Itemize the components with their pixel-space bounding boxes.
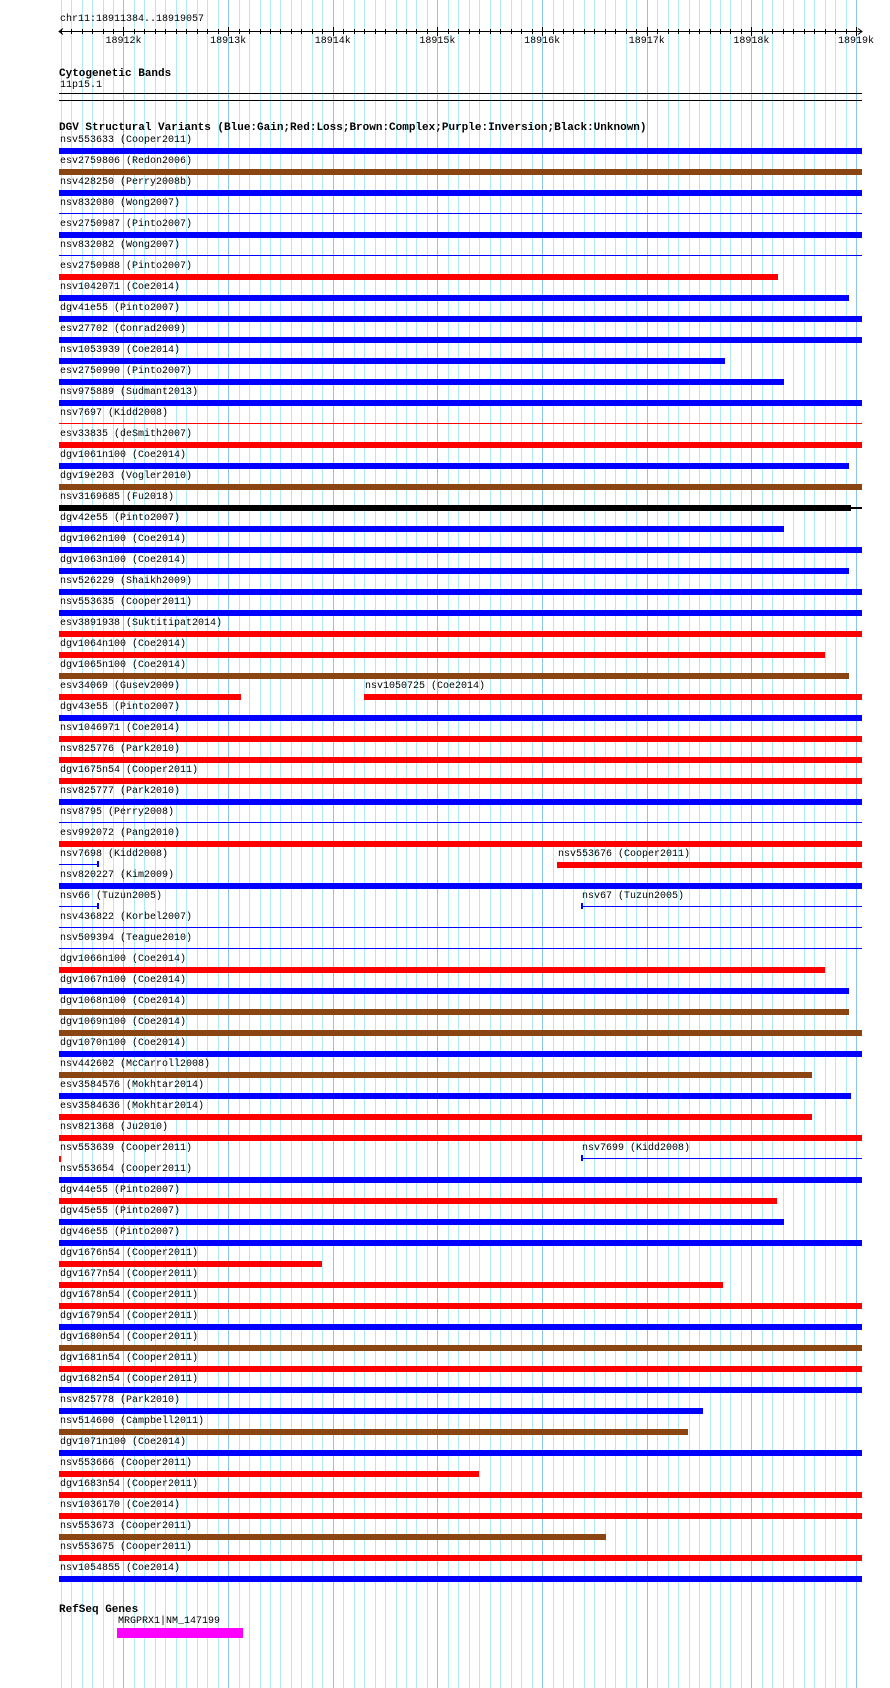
variant-bar[interactable] bbox=[59, 213, 862, 214]
gene-bar[interactable] bbox=[117, 1628, 243, 1638]
variant-label[interactable]: esv2750990 (Pinto2007) bbox=[60, 366, 193, 377]
variant-label[interactable]: nsv1054855 (Coe2014) bbox=[60, 1563, 181, 1574]
variant-bar[interactable] bbox=[59, 1261, 322, 1267]
cytobands-track-title: Cytogenetic Bands bbox=[59, 68, 172, 80]
variant-bar[interactable] bbox=[59, 1366, 862, 1372]
variant-label[interactable]: nsv553633 (Cooper2011) bbox=[60, 135, 193, 146]
variant-label[interactable]: dgv1070n100 (Coe2014) bbox=[60, 1038, 187, 1049]
variant-bar[interactable] bbox=[59, 463, 849, 469]
variant-label[interactable]: dgv42e55 (Pinto2007) bbox=[60, 513, 181, 524]
variant-label[interactable]: esv3584636 (Mokhtar2014) bbox=[60, 1101, 205, 1112]
variant-label[interactable]: nsv7697 (Kidd2008) bbox=[60, 408, 169, 419]
ruler-tick-label: 18919k bbox=[838, 36, 875, 47]
variant-bar-thin-tail[interactable] bbox=[851, 507, 862, 509]
variant-label[interactable]: nsv821368 (Ju2010) bbox=[60, 1122, 169, 1133]
variant-bar[interactable] bbox=[364, 694, 862, 700]
variant-label[interactable]: esv2750987 (Pinto2007) bbox=[60, 219, 193, 230]
variant-label[interactable]: nsv825777 (Park2010) bbox=[60, 786, 181, 797]
variant-bar[interactable] bbox=[581, 906, 862, 907]
variant-bar[interactable] bbox=[59, 148, 862, 154]
variant-bar[interactable] bbox=[59, 1114, 812, 1120]
variant-label[interactable]: nsv832080 (Wong2007) bbox=[60, 198, 181, 209]
variant-label[interactable]: dgv1679n54 (Cooper2011) bbox=[60, 1311, 199, 1322]
variant-label[interactable]: nsv436822 (Korbel2007) bbox=[60, 912, 193, 923]
variant-label[interactable]: nsv1036170 (Coe2014) bbox=[60, 1500, 181, 1511]
variant-label[interactable]: nsv1050725 (Coe2014) bbox=[365, 681, 486, 692]
variant-label[interactable]: nsv8795 (Perry2008) bbox=[60, 807, 175, 818]
variant-bar[interactable] bbox=[59, 1387, 862, 1393]
variant-label[interactable]: dgv45e55 (Pinto2007) bbox=[60, 1206, 181, 1217]
variant-bar[interactable] bbox=[59, 379, 784, 385]
ruler-tick-label: 18917k bbox=[628, 36, 665, 47]
variant-label[interactable]: esv3584576 (Mokhtar2014) bbox=[60, 1080, 205, 1091]
variant-label[interactable]: nsv825776 (Park2010) bbox=[60, 744, 181, 755]
variant-label[interactable]: dgv1681n54 (Cooper2011) bbox=[60, 1353, 199, 1364]
variant-bar[interactable] bbox=[59, 778, 862, 784]
variant-bar[interactable] bbox=[59, 505, 851, 511]
variant-bar[interactable] bbox=[59, 1177, 862, 1183]
variant-label[interactable]: esv992072 (Pang2010) bbox=[60, 828, 181, 839]
variant-bar[interactable] bbox=[59, 255, 862, 256]
variant-bar[interactable] bbox=[59, 1555, 862, 1561]
variant-label[interactable]: nsv428250 (Perry2008b) bbox=[60, 177, 193, 188]
variant-bar[interactable] bbox=[59, 1303, 862, 1309]
variant-label[interactable]: nsv509394 (Teague2010) bbox=[60, 933, 193, 944]
variant-label[interactable]: dgv1069n100 (Coe2014) bbox=[60, 1017, 187, 1028]
cytoband-divider bbox=[59, 93, 862, 94]
variant-bar[interactable] bbox=[59, 316, 862, 322]
variant-bar[interactable] bbox=[59, 1408, 703, 1414]
variant-bar[interactable] bbox=[59, 1534, 606, 1540]
variant-bar[interactable] bbox=[59, 1324, 862, 1330]
variant-bar[interactable] bbox=[557, 862, 862, 868]
variant-bar[interactable] bbox=[59, 757, 862, 763]
variant-bar[interactable] bbox=[59, 1051, 862, 1057]
variant-label[interactable]: dgv46e55 (Pinto2007) bbox=[60, 1227, 181, 1238]
variant-label[interactable]: nsv7699 (Kidd2008) bbox=[582, 1143, 691, 1154]
variant-bar[interactable] bbox=[59, 610, 862, 616]
coordinate-ruler[interactable] bbox=[0, 24, 890, 48]
variant-bar[interactable] bbox=[59, 906, 99, 907]
variant-bar[interactable] bbox=[59, 190, 862, 196]
variant-bar[interactable] bbox=[59, 1072, 812, 1078]
variant-label[interactable]: nsv832082 (Wong2007) bbox=[60, 240, 181, 251]
variant-label[interactable]: nsv820227 (Kim2009) bbox=[60, 870, 175, 881]
dgv-track-title: DGV Structural Variants (Blue:Gain;Red:Loss;Brown:Complex;Purple:Inversion;Black:Unknown) bbox=[59, 122, 647, 134]
variant-label[interactable]: nsv553676 (Cooper2011) bbox=[558, 849, 691, 860]
variant-label[interactable]: nsv975889 (Sudmant2013) bbox=[60, 387, 199, 398]
variant-label[interactable]: dgv1067n100 (Coe2014) bbox=[60, 975, 187, 986]
variant-label[interactable]: dgv1066n100 (Coe2014) bbox=[60, 954, 187, 965]
variant-label[interactable]: esv3891938 (Suktitipat2014) bbox=[60, 618, 223, 629]
variant-bar[interactable] bbox=[59, 967, 825, 973]
variant-label[interactable]: dgv1061n100 (Coe2014) bbox=[60, 450, 187, 461]
variant-bar[interactable] bbox=[59, 736, 862, 742]
variant-label[interactable]: esv2759806 (Redon2006) bbox=[60, 156, 193, 167]
variant-bar[interactable] bbox=[59, 442, 862, 448]
variant-bar[interactable] bbox=[59, 526, 784, 532]
cytoband-divider bbox=[59, 100, 862, 101]
variant-bar[interactable] bbox=[59, 841, 862, 847]
variant-bar[interactable] bbox=[59, 799, 862, 805]
variant-bar[interactable] bbox=[59, 694, 241, 700]
variant-end-tick bbox=[97, 861, 99, 867]
ruler-tick-label: 18918k bbox=[733, 36, 770, 47]
position-label: chr11:18911384..18919057 bbox=[60, 14, 205, 25]
variant-bar[interactable] bbox=[59, 822, 862, 823]
ruler-tick-label: 18915k bbox=[419, 36, 456, 47]
variant-bar[interactable] bbox=[59, 1282, 723, 1288]
variant-label[interactable]: nsv526229 (Shaikh2009) bbox=[60, 576, 193, 587]
variant-bar[interactable] bbox=[59, 358, 725, 364]
variant-bar[interactable] bbox=[59, 1450, 862, 1456]
variant-bar[interactable] bbox=[59, 864, 99, 865]
variant-label[interactable]: esv34069 (Gusev2009) bbox=[60, 681, 181, 692]
variant-bar[interactable] bbox=[59, 715, 862, 721]
variant-bar[interactable] bbox=[59, 295, 849, 301]
variant-bar[interactable] bbox=[59, 927, 862, 928]
variant-label[interactable]: nsv553635 (Cooper2011) bbox=[60, 597, 193, 608]
variant-bar[interactable] bbox=[59, 1093, 851, 1099]
variant-label[interactable]: nsv553675 (Cooper2011) bbox=[60, 1542, 193, 1553]
variant-label[interactable]: dgv1071n100 (Coe2014) bbox=[60, 1437, 187, 1448]
variant-bar[interactable] bbox=[59, 1345, 862, 1351]
variant-label[interactable]: nsv514600 (Campbell2011) bbox=[60, 1416, 205, 1427]
variant-bar[interactable] bbox=[59, 948, 862, 949]
variant-label[interactable]: dgv1682n54 (Cooper2011) bbox=[60, 1374, 199, 1385]
variant-label[interactable]: nsv1042071 (Coe2014) bbox=[60, 282, 181, 293]
variant-bar[interactable] bbox=[59, 423, 862, 424]
ruler-tick-label: 18916k bbox=[524, 36, 561, 47]
variant-bar[interactable] bbox=[59, 169, 862, 175]
variant-label[interactable]: dgv1062n100 (Coe2014) bbox=[60, 534, 187, 545]
variant-label[interactable]: nsv553673 (Cooper2011) bbox=[60, 1521, 193, 1532]
variant-label[interactable]: dgv1680n54 (Cooper2011) bbox=[60, 1332, 199, 1343]
variant-label[interactable]: nsv3169685 (Fu2018) bbox=[60, 492, 175, 503]
ruler-tick-label: 18912k bbox=[105, 36, 142, 47]
variant-bar[interactable] bbox=[59, 1009, 849, 1015]
variant-bar[interactable] bbox=[59, 568, 849, 574]
variant-label[interactable]: dgv1677n54 (Cooper2011) bbox=[60, 1269, 199, 1280]
variant-label[interactable]: nsv1046971 (Coe2014) bbox=[60, 723, 181, 734]
variant-bar[interactable] bbox=[59, 1429, 688, 1435]
variant-label[interactable]: nsv553639 (Cooper2011) bbox=[60, 1143, 193, 1154]
variant-bar[interactable] bbox=[59, 400, 862, 406]
variant-bar[interactable] bbox=[59, 631, 862, 637]
variant-end-tick bbox=[97, 903, 99, 909]
variant-bar[interactable] bbox=[59, 1156, 61, 1162]
variant-end-tick bbox=[581, 1155, 583, 1161]
variant-label[interactable]: nsv1053939 (Coe2014) bbox=[60, 345, 181, 356]
variant-label[interactable]: dgv44e55 (Pinto2007) bbox=[60, 1185, 181, 1196]
variant-bar[interactable] bbox=[59, 1030, 862, 1036]
variant-bar[interactable] bbox=[59, 232, 862, 238]
variant-label[interactable]: nsv442602 (McCarroll2008) bbox=[60, 1059, 211, 1070]
variant-bar[interactable] bbox=[59, 1240, 862, 1246]
variant-label[interactable]: nsv66 (Tuzun2005) bbox=[60, 891, 163, 902]
variant-label[interactable]: dgv43e55 (Pinto2007) bbox=[60, 702, 181, 713]
cytoband-label[interactable]: 11p15.1 bbox=[60, 80, 103, 91]
variant-label[interactable]: esv33835 (deSmith2007) bbox=[60, 429, 193, 440]
variant-label[interactable]: dgv1675n54 (Cooper2011) bbox=[60, 765, 199, 776]
variant-label[interactable]: dgv1063n100 (Coe2014) bbox=[60, 555, 187, 566]
variant-label[interactable]: dgv1676n54 (Cooper2011) bbox=[60, 1248, 199, 1259]
variant-label[interactable]: nsv7698 (Kidd2008) bbox=[60, 849, 169, 860]
variant-bar[interactable] bbox=[59, 652, 825, 658]
variant-bar[interactable] bbox=[59, 547, 862, 553]
variant-bar[interactable] bbox=[59, 1198, 777, 1204]
ruler-tick-label: 18913k bbox=[210, 36, 247, 47]
variant-label[interactable]: dgv1683n54 (Cooper2011) bbox=[60, 1479, 199, 1490]
variant-bar[interactable] bbox=[59, 274, 778, 280]
variant-label[interactable]: nsv553654 (Cooper2011) bbox=[60, 1164, 193, 1175]
variant-bar[interactable] bbox=[59, 883, 862, 889]
variant-label[interactable]: dgv19e203 (Vogler2010) bbox=[60, 471, 193, 482]
variant-bar[interactable] bbox=[59, 1513, 862, 1519]
variant-bar[interactable] bbox=[59, 1135, 862, 1141]
variant-bar[interactable] bbox=[581, 1158, 862, 1159]
variant-label[interactable]: esv2750988 (Pinto2007) bbox=[60, 261, 193, 272]
variant-label[interactable]: nsv825778 (Park2010) bbox=[60, 1395, 181, 1406]
refseq-track-title: RefSeq Genes bbox=[59, 1604, 139, 1616]
variant-label[interactable]: dgv1065n100 (Coe2014) bbox=[60, 660, 187, 671]
ruler-tick-label: 18914k bbox=[314, 36, 351, 47]
variant-label[interactable]: dgv41e55 (Pinto2007) bbox=[60, 303, 181, 314]
variant-bar[interactable] bbox=[59, 337, 862, 343]
variant-label[interactable]: esv27702 (Conrad2009) bbox=[60, 324, 187, 335]
gene-label[interactable]: MRGPRX1|NM_147199 bbox=[118, 1616, 221, 1627]
variant-bar[interactable] bbox=[59, 1471, 479, 1477]
variant-label[interactable]: nsv67 (Tuzun2005) bbox=[582, 891, 685, 902]
variant-end-tick bbox=[581, 903, 583, 909]
variant-bar[interactable] bbox=[59, 1219, 784, 1225]
variant-label[interactable]: dgv1068n100 (Coe2014) bbox=[60, 996, 187, 1007]
variant-bar[interactable] bbox=[59, 484, 862, 490]
variant-bar[interactable] bbox=[59, 1576, 862, 1582]
variant-label[interactable]: dgv1064n100 (Coe2014) bbox=[60, 639, 187, 650]
variant-bar[interactable] bbox=[59, 673, 849, 679]
variant-label[interactable]: nsv553666 (Cooper2011) bbox=[60, 1458, 193, 1469]
variant-bar[interactable] bbox=[59, 589, 862, 595]
variant-bar[interactable] bbox=[59, 1492, 862, 1498]
variant-label[interactable]: dgv1678n54 (Cooper2011) bbox=[60, 1290, 199, 1301]
variant-bar[interactable] bbox=[59, 988, 849, 994]
